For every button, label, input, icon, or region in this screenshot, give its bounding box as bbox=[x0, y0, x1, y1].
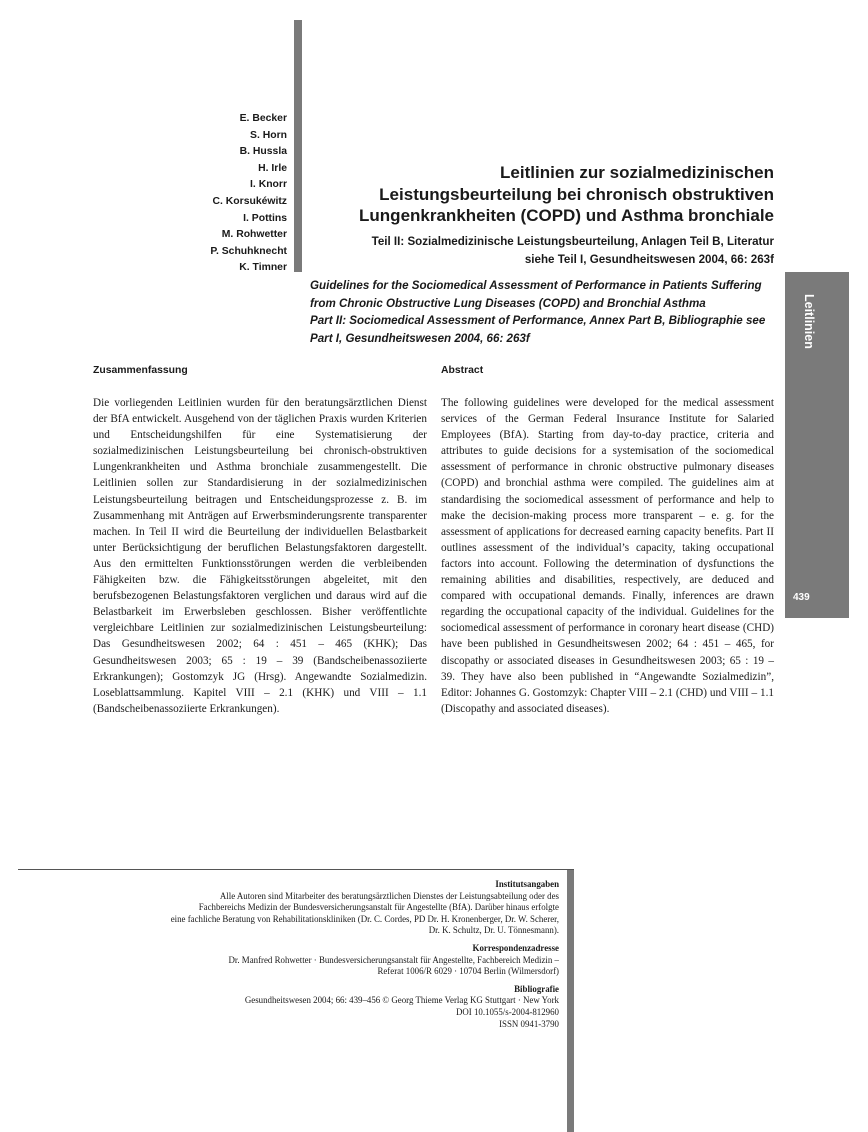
author: K. Timner bbox=[239, 262, 287, 274]
author: H. Irle bbox=[258, 162, 287, 174]
page-number: 439 bbox=[793, 592, 810, 603]
info-line: ISSN 0941-3790 bbox=[499, 1018, 559, 1029]
subtitle-line: Teil II: Sozialmedizinische Leistungsbeurteilung, Anlagen Teil B, Literatur bbox=[371, 235, 774, 248]
footer-vertical-rule bbox=[567, 870, 574, 1132]
abstract-text: The following guidelines were developed for the medical assessment services of the German Federal Insurance Institute for Salaried Employees (BfA). Starting from day-to-day practice, criteria and attributes to guide decisions for a systemisation of the sociomedical assessment of performance in chronic obstructive pulmonary diseases (COPD) and bronchial asthma were compiled. The guidelines aim at standardising the sociomedical assessment of performance and help to make the decision-making process more transparent – e. g. for the assessment of applications for decreased earning capacity benefits. Part II outlines assessment of the individual’s capacity, taking occupational factors into account. Following the determination of dysfunctions the remaining abilities and disabilities, respectively, are deduced and compared with occupational demands. Finally, inferences are drawn regarding the occupational capacity of the individual. Guidelines for the sociomedical assessment of performance in coronary heart disease (CHD) have been published in Gesundheitswesen 2002; 64 : 451 – 465, for discopathy or associated diseases in Gesundheitswesen 2003; 65 : 19 – 39. They have also been published in “Angewandte Sozialmedizin”, Editor: Johannes G. Gostomzyk: Chapter VIII – 2.1 (CHD) und VIII – 1.1 (Discopathy and associated diseases). bbox=[441, 397, 774, 715]
info-line: Gesundheitswesen 2004; 66: 439–456 © Georg Thieme Verlag KG Stuttgart · New York bbox=[244, 995, 559, 1006]
author: B. Hussla bbox=[239, 146, 287, 158]
english-title-line: Part I, Gesundheitswesen 2004, 66: 263f bbox=[310, 331, 530, 345]
abstract-heading: Abstract bbox=[441, 365, 484, 376]
korrespondenz-heading: Korrespondenzadresse bbox=[472, 942, 559, 953]
info-line: Dr. Manfred Rohwetter · Bundesversicherungsanstalt für Angestellte, Fachbereich Medizin – bbox=[228, 954, 559, 965]
author: I. Pottins bbox=[243, 212, 287, 224]
article-title bbox=[310, 162, 774, 227]
info-line: DOI 10.1055/s-2004-812960 bbox=[455, 1006, 559, 1017]
info-line: Fachbereichs Medizin der Bundesversicherungsanstalt für Angestellte (BfA). Darüber hinaus erfolgte bbox=[198, 902, 559, 913]
header-vertical-rule bbox=[294, 20, 302, 272]
subtitle-line: siehe Teil I, Gesundheitswesen 2004, 66: 263f bbox=[524, 252, 774, 266]
title-line: Leistungsbeurteilung bei chronisch obstruktiven bbox=[379, 184, 774, 204]
english-title-line: from Chronic Obstructive Lung Diseases (COPD) and Bronchial Asthma bbox=[310, 296, 706, 310]
article-subtitle bbox=[310, 233, 774, 268]
author: S. Horn bbox=[250, 129, 287, 141]
section-side-tab bbox=[785, 272, 849, 618]
info-line: Alle Autoren sind Mitarbeiter des beratungsärztlichen Dienstes der Leistungsabteilung oder des bbox=[219, 890, 559, 901]
footer-divider bbox=[18, 869, 574, 870]
title-line: Lungenkrankheiten (COPD) und Asthma bronchiale bbox=[359, 206, 774, 225]
english-title-line: Guidelines for the Sociomedical Assessment of Performance in Patients Suffering bbox=[310, 279, 762, 292]
side-tab-label: Leitlinien bbox=[802, 294, 816, 349]
author: M. Rohwetter bbox=[221, 229, 287, 241]
english-title bbox=[310, 277, 776, 347]
article-info bbox=[40, 879, 559, 1030]
zusammenfassung-text: Die vorliegenden Leitlinien wurden für den beratungsärztlichen Dienst der BfA entwickelt. Ausgehend von der täglichen Praxis wurden Kriterien und Entscheidungshilfen für eine Systematisierung der sozialmedizinischen Leistungsbeurteilung bei chronisch-obstruktiven Lungenkrankheiten und Asthma bronchiale zusammengestellt. Die Leitlinien sollen zur Standardisierung in der sozialmedizinischen Leistungsbeurteilung beitragen und Entscheidungsprozesse z. B. im Zusammenhang mit Anträgen auf Erwerbsminderungsrente transparenter machen. In Teil II wird die Beurteilung der individuellen Belastbarkeit unter Berücksichtigung der beruflichen Belastungsfaktoren dargestellt. Aus den ermittelten Funktionsstörungen werden die verbleibenden Fähigkeiten bzw. die Fähigkeitsstörungen abgeleitet, mit den berufsbezogenen Belastungsfaktoren verglichen und daraus wird auf die Belastbarkeit im Erwerbsleben geschlossen. Bisher veröffentlichte vergleichbare Leitlinien zur sozialmedizinischen Leistungsbeurteilung: Das Gesundheitswesen 2002; 64 : 451 – 465 (KHK); Das Gesundheitswesen 2003; 65 : 19 – 39 (Bandscheibenassoziierte Erkrankungen); Gostomzyk JG (Hrsg). Angewandte Sozialmedizin. Loseblattsammlung. Kapitel VIII – 2.1 (KHK) und VIII – 1.1 (Bandscheibenassoziierte Erkrankungen). bbox=[93, 397, 427, 715]
bibliografie-heading: Bibliografie bbox=[514, 983, 559, 994]
author: C. Korsukéwitz bbox=[212, 195, 287, 207]
author-list bbox=[120, 111, 287, 277]
info-line: Referat 1006/R 6029 · 10704 Berlin (Wilmersdorf) bbox=[377, 966, 559, 977]
author: E. Becker bbox=[239, 113, 287, 124]
info-line: eine fachliche Beratung von Rehabilitationskliniken (Dr. C. Cordes, PD Dr. H. Kronenberger, Dr. W. Scherer, bbox=[170, 913, 559, 924]
title-line: Leitlinien zur sozialmedizinischen bbox=[500, 163, 774, 182]
zusammenfassung-heading: Zusammenfassung bbox=[93, 365, 188, 376]
english-title-line: Part II: Sociomedical Assessment of Performance, Annex Part B, Bibliographie see bbox=[310, 314, 766, 327]
institut-heading: Institutsangaben bbox=[495, 879, 559, 889]
info-line: Dr. K. Schultz, Dr. U. Tönnesmann). bbox=[428, 925, 559, 936]
author: P. Schuhknecht bbox=[210, 245, 287, 257]
author: I. Knorr bbox=[250, 179, 287, 191]
